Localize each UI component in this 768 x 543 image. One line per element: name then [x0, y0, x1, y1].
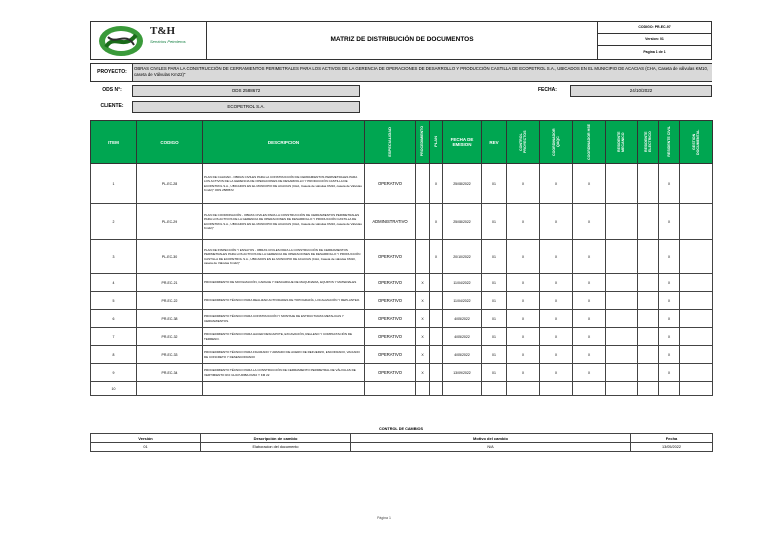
change-col-fecha: Fecha: [631, 434, 713, 443]
cell-item: 9: [91, 364, 137, 382]
change-row: [91, 443, 713, 452]
table-row: [91, 292, 713, 310]
cell-residente-electrico: [638, 204, 659, 240]
cell-residente-civil: X: [659, 164, 680, 204]
change-control-table: [90, 433, 713, 452]
table-row: [91, 382, 713, 396]
cell-coordinador-hse: X: [573, 346, 606, 364]
cell-residente-mecanico: [606, 328, 638, 346]
cell-codigo: PL-EC-29: [137, 204, 203, 240]
table-row: [91, 274, 713, 292]
cell-control-proyectos: X: [507, 204, 540, 240]
cell-gestion-documental: [680, 346, 713, 364]
cell-fecha: 20/10/2022: [443, 240, 482, 274]
ods-label: ODS N°:: [102, 87, 122, 93]
cell-item: 10: [91, 382, 137, 396]
cell-especialidad: OPERATIVO: [365, 240, 416, 274]
cell-fecha: 11/04/2022: [443, 292, 482, 310]
cell-coordinador-hse: X: [573, 328, 606, 346]
cell-codigo: PR-EC-32: [137, 328, 203, 346]
cell-control-proyectos: X: [507, 328, 540, 346]
cell-procedimiento: [416, 382, 430, 396]
cell-plan: X: [430, 204, 443, 240]
cell-residente-electrico: [638, 274, 659, 292]
cell-coordinador-qaqc: X: [540, 274, 573, 292]
cell-plan: X: [430, 164, 443, 204]
cell-residente-mecanico: [606, 310, 638, 328]
change-fecha: 13/05/2022: [631, 443, 713, 452]
cell-rev: 01: [482, 346, 507, 364]
col-especialidad: ESPECIALIDAD: [365, 121, 416, 164]
cell-coordinador-qaqc: X: [540, 346, 573, 364]
cell-coordinador-hse: X: [573, 292, 606, 310]
cell-residente-civil: X: [659, 204, 680, 240]
cell-control-proyectos: X: [507, 164, 540, 204]
cell-gestion-documental: [680, 364, 713, 382]
company-name: T&H: [150, 25, 176, 37]
change-col-motivo: Motivo del cambio: [351, 434, 631, 443]
cell-descripcion: PROCEDIMIENTO DE MOVILIZACIÓN, CARGUE Y DESCARGUE DE MAQUINARIA, EQUIPOS Y MATERIALES: [203, 274, 365, 292]
cell-control-proyectos: X: [507, 310, 540, 328]
cell-coordinador-hse: X: [573, 310, 606, 328]
col-coordinador-qaqc: COORDINADOR QAQC: [540, 121, 573, 164]
fecha-value: 24/10/2022: [629, 88, 653, 93]
col-residente-civil: RESIDENTE CIVIL: [659, 121, 680, 164]
cell-codigo: PR-EC-22: [137, 292, 203, 310]
cell-residente-mecanico: [606, 204, 638, 240]
cell-item: 2: [91, 204, 137, 240]
cell-control-proyectos: X: [507, 364, 540, 382]
cell-gestion-documental: [680, 328, 713, 346]
cell-residente-electrico: [638, 328, 659, 346]
col-control-proyectos: CONTROL PROYECTOS: [507, 121, 540, 164]
cell-coordinador-qaqc: X: [540, 292, 573, 310]
cell-descripcion: PROCEDIMIENTO TÉCNICO PARA FIGURADO Y ARMADO DE ACERO DE REFUERZO, ENCOFRADO, VACIADO DE CONCRETO Y DESENCOFRADO: [203, 346, 365, 364]
col-fecha-emision: FECHA DE EMISION: [443, 121, 482, 164]
proyecto-value: OBRAS CIVILES PARA LA CONSTRUCCIÓN DE CERRAMIENTOS PERIMETRALES PARA LOS ACTIVOS DE LA GERENCIA DE OPERACIONES DE DESARROLLO Y PRODUCCIÓN CASTILLA DE ECOPETROL S.A., UBICADOS EN EL MUNICIPIO DE ACACIAS (CHA, Caseta de válvulas KM10, caseta de Válvulas Km22)": [134, 66, 709, 77]
cell-procedimiento: [416, 240, 430, 274]
cell-plan: [430, 328, 443, 346]
cell-gestion-documental: [680, 292, 713, 310]
cell-plan: [430, 346, 443, 364]
cell-especialidad: [365, 382, 416, 396]
cell-descripcion: PLAN DE COORDINACIÓN - OBRAS CIVILES PARA LA CONSTRUCCIÓN DE CERRAMIENTOS PERIMETRALES PARA LOS ACTIVOS DE LA GERENCIA DE OPERACIONES DE DESARROLLO Y PRODUCCIÓN CASTILLA DE ECOPETROL S.A., UBICADOS EN EL MUNICIPIO DE ACACIAS (CHA, Caseta de válvulas KM10, caseta de Válvulas Km22)": [203, 204, 365, 240]
cell-plan: [430, 292, 443, 310]
cell-residente-civil: X: [659, 346, 680, 364]
cell-rev: 01: [482, 364, 507, 382]
cell-coordinador-qaqc: X: [540, 328, 573, 346]
cell-coordinador-hse: X: [573, 274, 606, 292]
cell-residente-civil: [659, 382, 680, 396]
cell-especialidad: OPERATIVO: [365, 164, 416, 204]
table-row: [91, 204, 713, 240]
cell-item: 8: [91, 346, 137, 364]
cell-coordinador-hse: X: [573, 240, 606, 274]
cell-codigo: PL-EC-30: [137, 240, 203, 274]
col-rev: REV: [482, 121, 507, 164]
cell-coordinador-qaqc: [540, 382, 573, 396]
ods-value: ODS 2588672: [231, 88, 261, 93]
document-version: Version: 01: [645, 37, 664, 41]
cell-residente-electrico: [638, 292, 659, 310]
cell-residente-electrico: [638, 240, 659, 274]
document-title: MATRIZ DE DISTRIBUCIÓN DE DOCUMENTOS: [330, 36, 474, 43]
cell-coordinador-qaqc: X: [540, 310, 573, 328]
cell-procedimiento: [416, 164, 430, 204]
cell-procedimiento: X: [416, 274, 430, 292]
col-codigo: CODIGO: [137, 121, 203, 164]
cell-especialidad: OPERATIVO: [365, 346, 416, 364]
cell-descripcion: PLAN DE INSPECCIÓN Y ENSAYOS - OBRAS CIVILES PARA LA CONSTRUCCIÓN DE CERRAMIENTOS PERIMETRALES PARA LOS ACTIVOS DE LA GERENCIA DE OPERACIONES DE DESARROLLO Y PRODUCCIÓN CASTILLA DE ECOPETROL S.A., UBICADOS EN EL MUNICIPIO DE ACACIAS (CHA, Caseta de válvulas KM10, caseta de Válvulas Km22)": [203, 240, 365, 274]
cell-fecha: 25/08/2022: [443, 164, 482, 204]
company-logo: [98, 25, 144, 57]
cell-residente-civil: X: [659, 292, 680, 310]
change-col-version: Versión: [91, 434, 201, 443]
cell-gestion-documental: [680, 204, 713, 240]
cell-item: 1: [91, 164, 137, 204]
cell-rev: 01: [482, 274, 507, 292]
cell-coordinador-hse: X: [573, 164, 606, 204]
change-motivo: N/A: [351, 443, 631, 452]
cell-residente-civil: X: [659, 328, 680, 346]
change-version: 01: [91, 443, 201, 452]
cell-especialidad: ADMINISTRATIVO: [365, 204, 416, 240]
cell-coordinador-qaqc: X: [540, 164, 573, 204]
cell-descripcion: PROCEDIMIENTO TÉCNICO PARA REALIZAR ACTIVIDADES DE TOPOGRAFÍA, LOCALIZACIÓN Y REPLANTEO.: [203, 292, 365, 310]
cell-rev: 01: [482, 310, 507, 328]
cell-coordinador-hse: X: [573, 204, 606, 240]
cell-gestion-documental: [680, 382, 713, 396]
cell-procedimiento: X: [416, 346, 430, 364]
cell-fecha: 4/05/2022: [443, 346, 482, 364]
cell-coordinador-qaqc: X: [540, 364, 573, 382]
change-header-row: [91, 434, 713, 443]
cell-fecha: 4/05/2022: [443, 328, 482, 346]
cell-control-proyectos: X: [507, 292, 540, 310]
change-control-title: CONTROL DE CAMBIOS: [378, 427, 424, 431]
cell-procedimiento: [416, 204, 430, 240]
cell-fecha: 25/08/2022: [443, 204, 482, 240]
cell-residente-mecanico: [606, 274, 638, 292]
cell-gestion-documental: [680, 274, 713, 292]
col-descripcion: DESCRIPCION: [203, 121, 365, 164]
cell-rev: [482, 382, 507, 396]
cell-descripcion: PROCEDIMIENTO TÉCNICO PARA HACER DESCAPOTE, EXCAVACIÓN, RELLENO Y COMPACTACIÓN DE TERRENO.: [203, 328, 365, 346]
cell-especialidad: OPERATIVO: [365, 328, 416, 346]
col-residente-electrico: RESIDENTE ELECTRICO: [638, 121, 659, 164]
fecha-label: FECHA:: [538, 87, 557, 93]
cell-descripcion: PLAN DE CALIDAD - OBRAS CIVILES PARA LA CONSTRUCCIÓN DE CERRAMIENTOS PERIMETRALES PARA LOS ACTIVOS DE LA GERENCIA DE OPERACIONES DE DESARROLLO Y PRODUCCIÓN CASTILLA DE ECOPETROL S.A., UBICADOS EN EL MUNICIPIO DE ACACIAS (CHA, Caseta de válvulas KM10, caseta de Válvulas Km22)" ODS 2588672: [203, 164, 365, 204]
cell-control-proyectos: X: [507, 240, 540, 274]
table-row: [91, 346, 713, 364]
col-coordinador-hse: COORDINADOR HSE: [573, 121, 606, 164]
page-footer: Página 1: [377, 516, 391, 520]
company-subtitle: Servicios Petroleros: [150, 39, 186, 44]
cell-descripcion: PROCEDIMIENTO TÉCNICO PARA CONSTRUCCIÓN Y MONTAJE DE ESTRUCTURAS METALICAS Y CERRAMIENTOS.: [203, 310, 365, 328]
cell-item: 6: [91, 310, 137, 328]
cell-rev: 01: [482, 292, 507, 310]
cell-coordinador-hse: X: [573, 364, 606, 382]
cell-fecha: 13/09/2022: [443, 364, 482, 382]
cell-procedimiento: X: [416, 364, 430, 382]
cell-codigo: [137, 382, 203, 396]
cell-rev: 01: [482, 240, 507, 274]
cell-plan: [430, 274, 443, 292]
cell-residente-mecanico: [606, 292, 638, 310]
cell-residente-mecanico: [606, 164, 638, 204]
table-row: [91, 310, 713, 328]
cell-plan: [430, 364, 443, 382]
cell-procedimiento: X: [416, 292, 430, 310]
cell-residente-mecanico: [606, 382, 638, 396]
cell-gestion-documental: [680, 164, 713, 204]
cell-rev: 01: [482, 164, 507, 204]
cell-coordinador-qaqc: X: [540, 240, 573, 274]
distribution-table: [90, 120, 713, 396]
cell-residente-electrico: [638, 310, 659, 328]
cell-codigo: PR-EC-38: [137, 310, 203, 328]
cell-especialidad: OPERATIVO: [365, 310, 416, 328]
change-descripcion: Elaboracion del documento: [201, 443, 351, 452]
cell-item: 4: [91, 274, 137, 292]
col-item: ITEM: [91, 121, 137, 164]
cell-residente-electrico: [638, 346, 659, 364]
cell-residente-civil: X: [659, 310, 680, 328]
col-gestion-documental: GESTION DOCUMENTAL: [680, 121, 713, 164]
cell-rev: 01: [482, 328, 507, 346]
cell-gestion-documental: [680, 310, 713, 328]
cell-procedimiento: X: [416, 328, 430, 346]
change-col-descripcion: Descripción de cambio: [201, 434, 351, 443]
cell-gestion-documental: [680, 240, 713, 274]
cell-procedimiento: X: [416, 310, 430, 328]
col-residente-mecanico: RESIDENTE MECANICO: [606, 121, 638, 164]
cell-residente-mecanico: [606, 240, 638, 274]
document-code: CODIGO: PR-EC-97: [638, 25, 671, 29]
cell-codigo: PR-EC-33: [137, 346, 203, 364]
cell-residente-mecanico: [606, 364, 638, 382]
col-plan: PLAN: [430, 121, 443, 164]
table-row: [91, 240, 713, 274]
table-row: [91, 164, 713, 204]
cell-residente-electrico: [638, 164, 659, 204]
cell-item: 7: [91, 328, 137, 346]
document-page: Pagina 1 de 1: [643, 50, 666, 54]
cell-descripcion: [203, 382, 365, 396]
cell-fecha: 4/05/2022: [443, 310, 482, 328]
proyecto-label: PROYECTO:: [97, 69, 127, 75]
cell-codigo: PR-EC-21: [137, 274, 203, 292]
cell-codigo: PR-EC-34: [137, 364, 203, 382]
cell-plan: [430, 310, 443, 328]
cell-control-proyectos: X: [507, 274, 540, 292]
cell-plan: [430, 382, 443, 396]
cliente-value: ECOPETROL S.A.: [227, 104, 265, 109]
cell-residente-mecanico: [606, 346, 638, 364]
col-procedimiento: PROCEDIMIENTO: [416, 121, 430, 164]
cell-plan: X: [430, 240, 443, 274]
table-header-row: [91, 121, 713, 164]
cell-control-proyectos: X: [507, 346, 540, 364]
cell-item: 5: [91, 292, 137, 310]
cell-item: 3: [91, 240, 137, 274]
cell-control-proyectos: [507, 382, 540, 396]
cell-especialidad: OPERATIVO: [365, 364, 416, 382]
cell-residente-civil: X: [659, 274, 680, 292]
cell-coordinador-hse: [573, 382, 606, 396]
cell-descripcion: PROCEDIMIENTO TÉCNICO PARA LA CONSTRUCCIÓN DE CERRAMIENTO PERIMETRAL DE VÁLVULAS DE VERTIMIENTO RCI GUAYURIBA KM10 Y KM 22: [203, 364, 365, 382]
table-row: [91, 328, 713, 346]
cell-especialidad: OPERATIVO: [365, 274, 416, 292]
cell-residente-electrico: [638, 364, 659, 382]
table-row: [91, 364, 713, 382]
cell-residente-electrico: [638, 382, 659, 396]
cell-coordinador-qaqc: X: [540, 204, 573, 240]
cliente-label: CLIENTE:: [100, 103, 124, 109]
cell-fecha: [443, 382, 482, 396]
cell-residente-civil: X: [659, 240, 680, 274]
cell-especialidad: OPERATIVO: [365, 292, 416, 310]
cell-rev: 01: [482, 204, 507, 240]
cell-fecha: 11/04/2022: [443, 274, 482, 292]
cell-residente-civil: X: [659, 364, 680, 382]
cell-codigo: PL-EC-28: [137, 164, 203, 204]
